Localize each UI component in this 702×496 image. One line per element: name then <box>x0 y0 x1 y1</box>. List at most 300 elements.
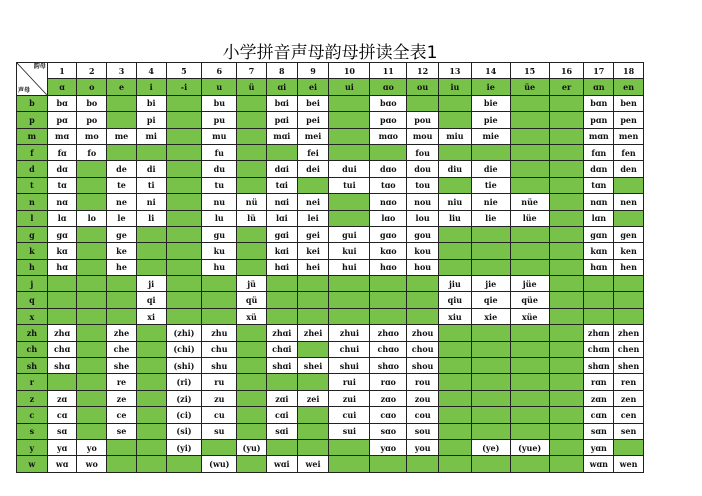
syllable-cell: dɑn <box>584 161 614 177</box>
syllable-cell: de <box>107 161 137 177</box>
empty-cell <box>510 358 549 374</box>
syllable-cell: pɑi <box>266 112 297 128</box>
empty-cell <box>471 374 510 390</box>
empty-cell <box>136 358 166 374</box>
empty-cell <box>439 358 472 374</box>
syllable-cell: zhe <box>107 325 137 341</box>
empty-cell <box>510 374 549 390</box>
syllable-cell: zhɑi <box>266 325 297 341</box>
syllable-cell: kɑ <box>47 243 77 259</box>
empty-cell <box>549 128 584 144</box>
initial-header-cell: j <box>17 276 48 292</box>
syllable-cell: gɑi <box>266 226 297 242</box>
empty-cell <box>237 456 267 472</box>
syllable-cell: mɑ <box>47 128 77 144</box>
syllable-cell: bie <box>471 95 510 111</box>
syllable-cell: gui <box>329 226 370 242</box>
syllable-cell: ru <box>202 374 237 390</box>
syllable-cell: rɑo <box>370 374 407 390</box>
syllable-cell: fu <box>202 144 237 160</box>
syllable-cell: ni <box>136 194 166 210</box>
syllable-cell: pie <box>471 112 510 128</box>
syllable-cell: he <box>107 259 137 275</box>
empty-cell <box>549 161 584 177</box>
empty-cell <box>510 423 549 439</box>
syllable-cell: lɑo <box>370 210 407 226</box>
empty-cell <box>136 423 166 439</box>
syllable-cell: di <box>136 161 166 177</box>
final-header-cell: en <box>614 79 644 95</box>
syllable-cell: cɑ <box>47 407 77 423</box>
syllable-cell: hui <box>329 259 370 275</box>
empty-cell <box>510 177 549 193</box>
empty-cell <box>77 325 107 341</box>
empty-cell <box>266 439 297 455</box>
column-number: 3 <box>107 63 137 79</box>
empty-cell <box>237 144 267 160</box>
syllable-cell: tɑ <box>47 177 77 193</box>
final-header-cell: ɑo <box>370 79 407 95</box>
empty-cell <box>77 226 107 242</box>
syllable-cell: die <box>471 161 510 177</box>
syllable-cell: kei <box>297 243 329 259</box>
empty-cell <box>166 128 202 144</box>
syllable-cell: zhɑo <box>370 325 407 341</box>
syllable-cell: pu <box>202 112 237 128</box>
syllable-cell: zhui <box>329 325 370 341</box>
syllable-cell: yɑo <box>370 439 407 455</box>
syllable-cell: pei <box>297 112 329 128</box>
empty-cell <box>136 439 166 455</box>
empty-cell <box>237 390 267 406</box>
syllable-cell: nie <box>471 194 510 210</box>
empty-cell <box>77 161 107 177</box>
syllable-cell: lü <box>237 210 267 226</box>
empty-cell <box>237 112 267 128</box>
corner-header-cell <box>17 63 48 96</box>
syllable-cell: bɑi <box>266 95 297 111</box>
syllable-cell: bi <box>136 95 166 111</box>
empty-cell <box>510 456 549 472</box>
syllable-cell: gu <box>202 226 237 242</box>
empty-cell <box>47 308 77 324</box>
syllable-cell: zen <box>614 390 644 406</box>
syllable-cell: qüe <box>510 292 549 308</box>
syllable-cell: fo <box>77 144 107 160</box>
syllable-cell: qie <box>471 292 510 308</box>
empty-cell <box>407 308 439 324</box>
syllable-cell: kɑo <box>370 243 407 259</box>
table-row <box>17 112 644 128</box>
syllable-cell: ren <box>614 374 644 390</box>
syllable-cell: dui <box>329 161 370 177</box>
syllable-cell: zɑo <box>370 390 407 406</box>
syllable-cell: hei <box>297 259 329 275</box>
syllable-cell: cɑi <box>266 407 297 423</box>
syllable-cell: (yu) <box>237 439 267 455</box>
syllable-cell: zhen <box>614 325 644 341</box>
syllable-cell: fen <box>614 144 644 160</box>
empty-cell <box>614 276 644 292</box>
syllable-cell: xie <box>471 308 510 324</box>
syllable-cell: chui <box>329 341 370 357</box>
empty-cell <box>549 341 584 357</box>
column-number: 18 <box>614 63 644 79</box>
empty-cell <box>77 341 107 357</box>
syllable-cell: sɑ <box>47 423 77 439</box>
empty-cell <box>614 292 644 308</box>
empty-cell <box>166 243 202 259</box>
syllable-cell: pɑ <box>47 112 77 128</box>
initial-header-cell: x <box>17 308 48 324</box>
syllable-cell: yɑn <box>584 439 614 455</box>
syllable-cell: mou <box>407 128 439 144</box>
syllable-cell: mɑi <box>266 128 297 144</box>
syllable-cell: gen <box>614 226 644 242</box>
empty-cell <box>549 407 584 423</box>
empty-cell <box>549 276 584 292</box>
empty-cell <box>237 407 267 423</box>
syllable-cell: wei <box>297 456 329 472</box>
table-row <box>17 226 644 242</box>
syllable-cell: shu <box>202 358 237 374</box>
empty-cell <box>370 292 407 308</box>
column-number: 12 <box>407 63 439 79</box>
syllable-cell: mu <box>202 128 237 144</box>
empty-cell <box>549 95 584 111</box>
column-number: 11 <box>370 63 407 79</box>
syllable-cell: she <box>107 358 137 374</box>
syllable-cell: po <box>77 112 107 128</box>
syllable-cell: fɑn <box>584 144 614 160</box>
empty-cell <box>77 276 107 292</box>
empty-cell <box>136 456 166 472</box>
syllable-cell: hu <box>202 259 237 275</box>
empty-cell <box>136 341 166 357</box>
final-header-cell: ou <box>407 79 439 95</box>
empty-cell <box>471 325 510 341</box>
initial-header-cell: d <box>17 161 48 177</box>
empty-cell <box>549 292 584 308</box>
empty-cell <box>439 95 472 111</box>
empty-cell <box>77 358 107 374</box>
table-row <box>17 456 644 472</box>
empty-cell <box>439 144 472 160</box>
empty-cell <box>614 210 644 226</box>
empty-cell <box>370 144 407 160</box>
empty-cell <box>297 423 329 439</box>
table-row <box>17 95 644 111</box>
empty-cell <box>614 177 644 193</box>
syllable-cell: niu <box>439 194 472 210</box>
syllable-cell: chu <box>202 341 237 357</box>
empty-cell <box>549 177 584 193</box>
empty-cell <box>77 423 107 439</box>
empty-cell <box>549 210 584 226</box>
empty-cell <box>329 144 370 160</box>
empty-cell <box>439 423 472 439</box>
table-row <box>17 358 644 374</box>
syllable-cell: rɑn <box>584 374 614 390</box>
empty-cell <box>471 243 510 259</box>
empty-cell <box>107 276 137 292</box>
column-number: 4 <box>136 63 166 79</box>
syllable-cell: li <box>136 210 166 226</box>
empty-cell <box>549 439 584 455</box>
column-number: 6 <box>202 63 237 79</box>
column-number: 15 <box>510 63 549 79</box>
empty-cell <box>510 341 549 357</box>
syllable-cell: (ci) <box>166 407 202 423</box>
empty-cell <box>136 325 166 341</box>
syllable-cell: sɑn <box>584 423 614 439</box>
initial-header-cell: c <box>17 407 48 423</box>
syllable-cell: lu <box>202 210 237 226</box>
syllable-cell: (chi) <box>166 341 202 357</box>
syllable-cell: hɑ <box>47 259 77 275</box>
syllable-cell: ne <box>107 194 137 210</box>
syllable-cell: chɑi <box>266 341 297 357</box>
syllable-cell: chɑn <box>584 341 614 357</box>
pinyin-table <box>16 62 644 473</box>
syllable-cell: zhou <box>407 325 439 341</box>
column-number-row <box>17 63 644 79</box>
table-row <box>17 341 644 357</box>
syllable-cell: nɑi <box>266 194 297 210</box>
empty-cell <box>439 259 472 275</box>
empty-cell <box>297 308 329 324</box>
empty-cell <box>297 374 329 390</box>
empty-cell <box>471 390 510 406</box>
empty-cell <box>166 194 202 210</box>
syllable-cell: se <box>107 423 137 439</box>
syllable-cell: bɑn <box>584 95 614 111</box>
syllable-cell: (yi) <box>166 439 202 455</box>
syllable-cell: cou <box>407 407 439 423</box>
syllable-cell: xü <box>237 308 267 324</box>
empty-cell <box>166 276 202 292</box>
syllable-cell: ben <box>614 95 644 111</box>
syllable-cell: dɑo <box>370 161 407 177</box>
empty-cell <box>510 390 549 406</box>
initial-header-cell: p <box>17 112 48 128</box>
empty-cell <box>439 374 472 390</box>
syllable-cell: nei <box>297 194 329 210</box>
syllable-cell: jiu <box>439 276 472 292</box>
empty-cell <box>439 390 472 406</box>
syllable-cell: pɑn <box>584 112 614 128</box>
initial-header-cell: q <box>17 292 48 308</box>
empty-cell <box>297 341 329 357</box>
syllable-cell: tui <box>329 177 370 193</box>
empty-cell <box>107 144 137 160</box>
column-number: 14 <box>471 63 510 79</box>
empty-cell <box>510 325 549 341</box>
syllable-cell: (yue) <box>510 439 549 455</box>
syllable-cell: nüe <box>510 194 549 210</box>
initial-header-cell: w <box>17 456 48 472</box>
syllable-cell: rou <box>407 374 439 390</box>
syllable-cell: gou <box>407 226 439 242</box>
table-row <box>17 439 644 455</box>
syllable-cell: shɑ <box>47 358 77 374</box>
syllable-cell: ken <box>614 243 644 259</box>
syllable-cell: lei <box>297 210 329 226</box>
empty-cell <box>166 259 202 275</box>
empty-cell <box>510 407 549 423</box>
column-number: 10 <box>329 63 370 79</box>
empty-cell <box>439 407 472 423</box>
empty-cell <box>77 374 107 390</box>
empty-cell <box>266 292 297 308</box>
syllable-cell: sen <box>614 423 644 439</box>
initial-header-cell: f <box>17 144 48 160</box>
syllable-cell: kou <box>407 243 439 259</box>
empty-cell <box>584 308 614 324</box>
syllable-cell: jie <box>471 276 510 292</box>
empty-cell <box>370 276 407 292</box>
syllable-cell: qü <box>237 292 267 308</box>
empty-cell <box>549 243 584 259</box>
empty-cell <box>439 177 472 193</box>
initials-axis-label: 声母 <box>18 86 31 94</box>
page-title: 小学拼音声母韵母拼读全表1 <box>222 43 438 63</box>
syllable-cell: tɑn <box>584 177 614 193</box>
table-row <box>17 259 644 275</box>
syllable-cell: zei <box>297 390 329 406</box>
final-header-cell: ü <box>237 79 267 95</box>
syllable-cell: dou <box>407 161 439 177</box>
syllable-cell: dɑ <box>47 161 77 177</box>
syllable-cell: zɑ <box>47 390 77 406</box>
empty-cell <box>510 226 549 242</box>
syllable-cell: mie <box>471 128 510 144</box>
column-number: 7 <box>237 63 267 79</box>
syllable-cell: tɑi <box>266 177 297 193</box>
empty-cell <box>471 144 510 160</box>
empty-cell <box>237 226 267 242</box>
empty-cell <box>47 374 77 390</box>
syllable-cell: pɑo <box>370 112 407 128</box>
initial-header-cell: zh <box>17 325 48 341</box>
syllable-cell: tu <box>202 177 237 193</box>
final-header-cell: er <box>549 79 584 95</box>
syllable-cell: lou <box>407 210 439 226</box>
syllable-cell: bei <box>297 95 329 111</box>
syllable-cell: nen <box>614 194 644 210</box>
syllable-cell: men <box>614 128 644 144</box>
syllable-cell: zhɑn <box>584 325 614 341</box>
syllable-cell: fɑ <box>47 144 77 160</box>
empty-cell <box>439 243 472 259</box>
syllable-cell: xiu <box>439 308 472 324</box>
empty-cell <box>439 112 472 128</box>
empty-cell <box>329 210 370 226</box>
initial-header-cell: t <box>17 177 48 193</box>
empty-cell <box>471 259 510 275</box>
syllable-cell: lo <box>77 210 107 226</box>
empty-cell <box>77 194 107 210</box>
syllable-cell: zhu <box>202 325 237 341</box>
table-row <box>17 161 644 177</box>
syllable-cell: gɑ <box>47 226 77 242</box>
syllable-cell: you <box>407 439 439 455</box>
empty-cell <box>329 456 370 472</box>
table-row <box>17 308 644 324</box>
syllable-cell: shɑo <box>370 358 407 374</box>
column-number: 8 <box>266 63 297 79</box>
empty-cell <box>329 128 370 144</box>
syllable-cell: zhei <box>297 325 329 341</box>
syllable-cell: jü <box>237 276 267 292</box>
empty-cell <box>329 308 370 324</box>
syllable-cell: chɑ <box>47 341 77 357</box>
empty-cell <box>549 144 584 160</box>
empty-cell <box>297 177 329 193</box>
empty-cell <box>237 325 267 341</box>
initial-header-cell: h <box>17 259 48 275</box>
syllable-cell: (wu) <box>202 456 237 472</box>
syllable-cell: nɑ <box>47 194 77 210</box>
empty-cell <box>77 308 107 324</box>
syllable-cell: lie <box>471 210 510 226</box>
syllable-cell: liu <box>439 210 472 226</box>
syllable-cell: diu <box>439 161 472 177</box>
empty-cell <box>471 423 510 439</box>
empty-cell <box>370 308 407 324</box>
empty-cell <box>166 456 202 472</box>
empty-cell <box>439 439 472 455</box>
final-header-cell: i <box>136 79 166 95</box>
empty-cell <box>471 226 510 242</box>
final-header-cell: e <box>107 79 137 95</box>
syllable-cell: cen <box>614 407 644 423</box>
empty-cell <box>237 259 267 275</box>
syllable-cell: gɑo <box>370 226 407 242</box>
empty-cell <box>166 210 202 226</box>
syllable-cell: nou <box>407 194 439 210</box>
syllable-cell: shɑi <box>266 358 297 374</box>
empty-cell <box>136 144 166 160</box>
syllable-cell: hɑi <box>266 259 297 275</box>
empty-cell <box>471 456 510 472</box>
table-row <box>17 423 644 439</box>
column-number: 17 <box>584 63 614 79</box>
syllable-cell: dei <box>297 161 329 177</box>
empty-cell <box>136 243 166 259</box>
syllable-cell: che <box>107 341 137 357</box>
syllable-cell: cɑn <box>584 407 614 423</box>
final-header-cell: ui <box>329 79 370 95</box>
syllable-cell: (si) <box>166 423 202 439</box>
empty-cell <box>439 456 472 472</box>
syllable-cell: sou <box>407 423 439 439</box>
empty-cell <box>107 112 137 128</box>
empty-cell <box>614 308 644 324</box>
syllable-cell: ce <box>107 407 137 423</box>
table-row <box>17 276 644 292</box>
final-header-cell: üe <box>510 79 549 95</box>
table-row <box>17 144 644 160</box>
table-row <box>17 210 644 226</box>
syllable-cell: jüe <box>510 276 549 292</box>
initial-header-cell: b <box>17 95 48 111</box>
final-header-cell: iu <box>439 79 472 95</box>
empty-cell <box>614 439 644 455</box>
empty-cell <box>407 95 439 111</box>
syllable-cell: ge <box>107 226 137 242</box>
syllable-cell: du <box>202 161 237 177</box>
